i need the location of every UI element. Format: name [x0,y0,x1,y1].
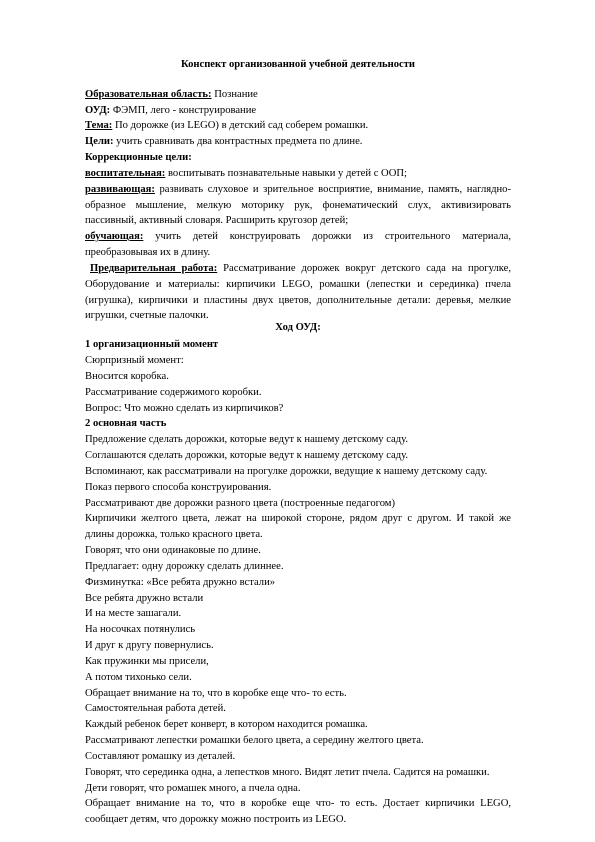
oud-value: ФЭМП, лего - конструирование [110,105,257,116]
area-line [85,87,258,102]
list-item: И друг к другу повернулись. [85,640,214,651]
oud-label: ОУД: [85,105,111,116]
list-item: Соглашаются сделать дорожки, которые ведут к нашему детскому саду. [85,450,409,461]
list-item: Сюрпризный момент: [85,355,184,366]
list-item: Обращает внимание на то, что в коробке еще что- то есть. [85,688,347,699]
bricks-line-1: Кирпичики желтого цвета, лежат на широкой стороне, рядом друг с другом. И такой же [85,513,511,524]
list-item: Составляют ромашку из деталей. [85,751,236,762]
list-item: Рассматривают две дорожки разного цвета (построенные педагогом) [85,498,396,509]
area-value: Познание [211,89,258,100]
equipment-line-1: Оборудование и материалы: кирпичики LEGO, ромашки (лепестки и серединка) пчела [85,279,511,290]
educational-value: воспитывать познавательные навыки у детей с ООП; [165,168,407,179]
equipment-line-2: (игрушка), кирпичики и пластины двух цветов, дополнительные детали: деревья, мелкие [85,295,511,306]
topic-value: По дорожке (из LEGO) в детский сад соберем ромашки. [112,120,369,131]
developing-line-3: пассивный, активный словаря. Расширить кругозор детей; [85,215,349,226]
correction-heading: Коррекционные цели: [85,152,192,163]
list-item: Вспоминают, как рассматривали на прогулке дорожки, ведущие к нашему детскому саду. [85,466,488,477]
list-item: Самостоятельная работа детей. [85,703,226,714]
goal-value: учить сравнивать два контрастных предмета по длине. [113,136,363,147]
teaching-value-1: учить детей конструировать дорожки из строительного материала, [143,231,511,242]
prelim-label: Предварительная работа: [90,263,218,274]
developing-line-1 [85,182,511,197]
developing-label: развивающая: [85,184,155,195]
topic-line [85,118,368,133]
goal-line [85,134,362,149]
list-item: Говорят, что они одинаковые по длине. [85,545,261,556]
teaching-line-2: преобразовывая их в длину. [85,247,211,258]
educational-label: воспитательная: [85,168,166,179]
list-item: Все ребята дружно встали [85,593,204,604]
list-item: Показ первого способа конструирования. [85,482,272,493]
list-item: Физминутка: «Все ребята дружно встали» [85,577,276,588]
list-item: Говорят, что серединка одна, а лепестков много. Видят летит пчела. Садится на ромашки. [85,767,490,778]
teaching-label: обучающая: [85,231,144,242]
list-item: Рассматривание содержимого коробки. [85,387,262,398]
list-item: Как пружинки мы присели, [85,656,209,667]
list-item: Предложение сделать дорожки, которые ведут к нашему детскому саду. [85,434,409,445]
goal-label: Цели: [85,136,114,147]
list-item: Вопрос: Что можно сделать из кирпичиков? [85,403,284,414]
bricks-line-2: длины дорожка, только красного цвета. [85,529,263,540]
prelim-line [90,261,511,276]
list-item: И на месте зашагали. [85,608,182,619]
educational-line [85,166,407,181]
list-item: А потом тихонько сели. [85,672,192,683]
equipment-line-3: игрушки, счетные палочки. [85,310,209,321]
part1-heading: 1 организационный момент [85,339,219,350]
area-label: Образовательная область: [85,89,212,100]
list-item: Каждый ребенок берет конверт, в котором находится ромашка. [85,719,368,730]
list-item: Предлагает: одну дорожку сделать длиннее. [85,561,284,572]
list-item: Дети говорят, что ромашек много, а пчела одна. [85,783,301,794]
course-heading: Ход ОУД: [275,322,321,333]
teaching-line-1 [85,229,511,244]
final-line-1: Обращает внимание на то, что в коробке еще что- то есть. Достает кирпичики LEGO, [85,798,511,809]
topic-label: Тема: [85,120,113,131]
developing-line-2: образное мышление, мелкую моторику рук, фонематический слух, активизировать [85,200,511,211]
list-item: На носочках потянулись [85,624,196,635]
part2-heading: 2 основная часть [85,418,167,429]
list-item: Вносится коробка. [85,371,169,382]
list-item: Рассматривают лепестки ромашки белого цвета, а середину желтого цвета. [85,735,424,746]
document-title: Конспект организованной учебной деятельности [180,59,416,70]
final-line-2: сообщает детям, что дорожку можно построить из LEGO. [85,814,347,825]
oud-line [85,103,256,118]
developing-value-1: развивать слуховое и зрительное восприятие, внимание, память, наглядно- [154,184,511,195]
prelim-value: Рассматривание дорожек вокруг детского сада на прогулке, [217,263,512,274]
